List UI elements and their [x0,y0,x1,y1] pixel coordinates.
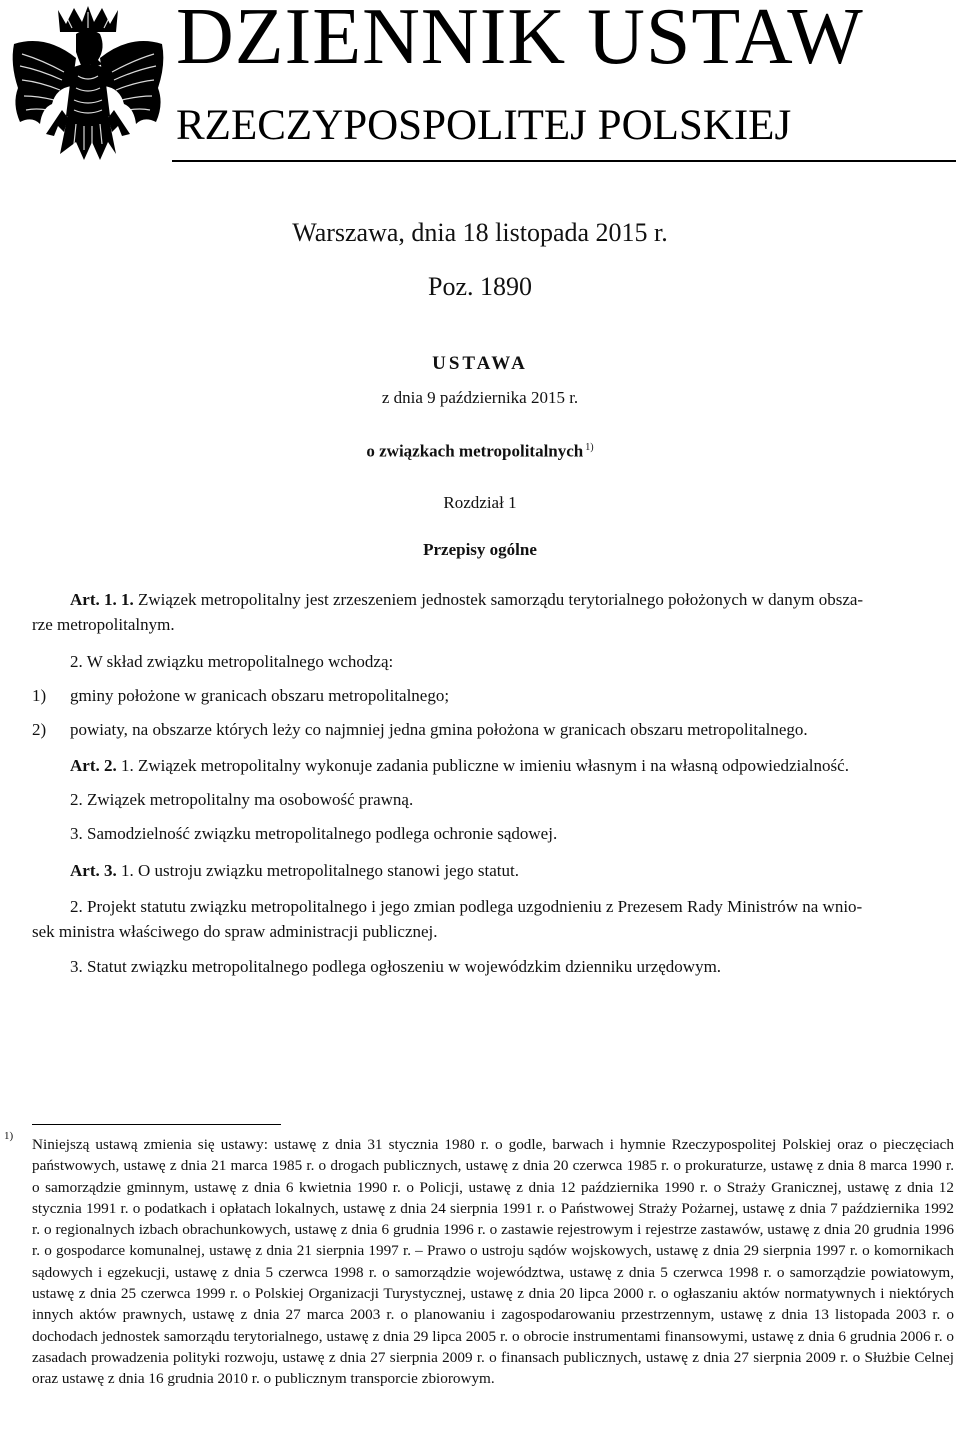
item1-text: gminy położone w granicach obszaru metropolitalnego; [70,686,450,705]
item1-number: 1) [32,686,47,705]
art2-heading: Art. 2. [70,756,117,775]
art3-heading: Art. 3. [70,861,117,880]
art2-paragraph3: 3. Samodzielność związku metropolitalnego podlega ochronie sądowej. [70,824,558,843]
chapter-label: Rozdział 1 [443,493,517,512]
footnote-text: Niniejszą ustawą zmienia się ustawy: ustawę z dnia 31 stycznia 1980 r. o godle, barwach i hymnie Rzeczypospolitej Polskiej oraz o pieczęciach państwowych, ustawę z dnia 21 marca 1985 r. o drogach publicznych, ustawę z dnia 20 czerwca 1985 r. o prokuraturze, ustawę z dnia 8 marca 1990 r. o samorządzie gminnym, ustawę z dnia 6 kwietnia 1990 r. o Policji, ustawę z dnia 12 października 1990 r. o Straży Granicznej, ustawę z dnia 12 stycznia 1991 r. o podatkach i opłatach lokalnych, ustawę z dnia 24 sierpnia 1991 r. o Państwowej Straży Pożarnej, ustawę z dnia 7 października 1992 r. o regionalnych izbach obrachunkowych, ustawę z dnia 6 grudnia 1996 r. o zastawie rejestrowym i rejestrze zastawów, ustawę z dnia 20 grudnia 1996 r. o gospodarce komunalnej, ustawę z dnia 21 sierpnia 1997 r. – Prawo o ustroju sądów wojskowych, ustawę z dnia 29 sierpnia 1997 r. o komornikach sądowych i egzekucji, ustawę z dnia 5 czerwca 1998 r. o samorządzie województwa, ustawę z dnia 5 czerwca 1998 r. o samorządzie powiatowym, ustawę z dnia 25 czerwca 1999 r. o Polskiej Organizacji Turystycznej, ustawę z dnia 20 lipca 2000 r. o ogłaszaniu aktów normatywnych i niektórych innych aktów prawnych, ustawę z dnia 27 marca 2003 r. o planowaniu i zagospodarowaniu przestrzennym, ustawę z dnia 13 listopada 2003 r. o dochodach jednostek samorządu terytorialnego, ustawę z dnia 29 lipca 2005 r. o obrocie instrumentami finansowymi, ustawę z dnia 6 grudnia 2006 r. o zasadach prowadzenia polityki rozwoju, ustawę z dnia 27 sierpnia 2009 r. o finansach publicznych, ustawę z dnia 27 sierpnia 2009 r. o Służbie Celnej oraz ustawę z dnia 16 grudnia 2010 r. o publicznym transporcie zbiorowym. [32,1136,954,1388]
item2-number: 2) [32,720,47,739]
art3-paragraph3: 3. Statut związku metropolitalnego podlega ogłoszeniu w wojewódzkim dzienniku urzędowym. [70,957,722,976]
art1-p1-line1: Związek metropolitalny jest zrzeszeniem jednostek samorządu terytorialnego położonych w danym obsza- [137,590,864,609]
art3-paragraph1 [70,858,519,883]
masthead-rule [172,160,956,162]
act-subject-text: o związkach metropolitalnych [366,441,584,461]
publication-position: Poz. 1890 [428,272,532,301]
act-type: USTAWA [432,353,528,374]
art2-p1-text: 1. Związek metropolitalny wykonuje zadania publiczne w imieniu własnym i na własną odpowiedzialność. [120,756,849,775]
art3-p2-line2: sek ministra właściwego do spraw administracji publicznej. [32,922,438,941]
art1-p1-line2: rze metropolitalnym. [32,615,175,634]
art3-p2-line1: 2. Projekt statutu związku metropolitalnego i jego zmian podlega uzgodnieniu z Prezesem Rady Ministrów na wnio- [70,897,863,916]
art1-heading: Art. 1. 1. [70,590,134,609]
masthead [0,0,960,170]
footnote-reference: 1) [585,442,594,453]
masthead-title: DZIENNIK USTAW [176,0,864,81]
act-subject [0,437,960,463]
art2-paragraph2: 2. Związek metropolitalny ma osobowość prawną. [70,790,414,809]
art1-paragraph1 [70,587,960,612]
footnote-separator [32,1124,281,1125]
polish-eagle-emblem-icon [6,4,170,164]
footnote-mark: 1) [4,1130,14,1142]
chapter-title: Przepisy ogólne [423,540,537,559]
art3-p1-text: 1. O ustroju związku metropolitalnego stanowi jego statut. [120,861,519,880]
masthead-subtitle: RZECZYPOSPOLITEJ POLSKIEJ [176,102,792,149]
art1-paragraph2: 2. W skład związku metropolitalnego wchodzą: [70,652,394,671]
publication-date: Warszawa, dnia 18 listopada 2015 r. [292,218,668,247]
art2-paragraph1 [70,753,849,778]
act-date: z dnia 9 października 2015 r. [381,388,579,407]
item2-text: powiaty, na obszarze których leży co najmniej jedna gmina położona w granicach obszaru metropolitalnego. [70,720,808,739]
